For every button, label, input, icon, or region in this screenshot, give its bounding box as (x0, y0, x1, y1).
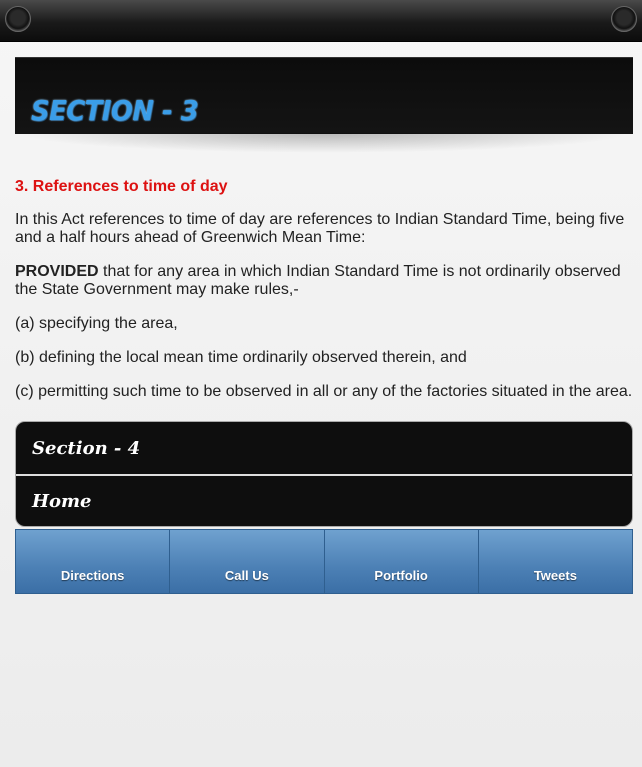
nav-directions-button[interactable]: Directions (16, 530, 169, 593)
top-bar (0, 0, 642, 42)
nav-tweets-button[interactable]: Tweets (478, 530, 632, 593)
provided-label: PROVIDED (15, 263, 99, 280)
clause-b: (b) defining the local mean time ordinarily observed therein, and (15, 349, 467, 366)
clause-a: (a) specifying the area, (15, 315, 178, 332)
section-content (15, 178, 637, 417)
menu-item-section-4[interactable]: Section - 4 (32, 437, 141, 459)
bottom-navbar (15, 529, 633, 594)
right-round-button[interactable] (611, 6, 637, 32)
section-banner (15, 57, 633, 134)
nav-call-us-button[interactable]: Call Us (169, 530, 323, 593)
section-menu (15, 421, 633, 527)
menu-item-home[interactable]: Home (16, 474, 632, 526)
clause-c: (c) permitting such time to be observed in all or any of the factories situated in the area. (15, 383, 633, 400)
nav-portfolio-button[interactable]: Portfolio (324, 530, 478, 593)
provided-paragraph (15, 263, 637, 299)
intro-paragraph: In this Act references to time of day are references to Indian Standard Time, being five and a half hours ahead of Greenwich Mean Time: (15, 211, 625, 246)
banner-title: SECTION - 3 (31, 94, 199, 127)
banner-shadow (15, 133, 633, 153)
section-heading: 3. References to time of day (15, 178, 228, 195)
provided-text: that for any area in which Indian Standard Time is not ordinarily observed the State Government may make rules,- (15, 263, 621, 298)
left-round-button[interactable] (5, 6, 31, 32)
